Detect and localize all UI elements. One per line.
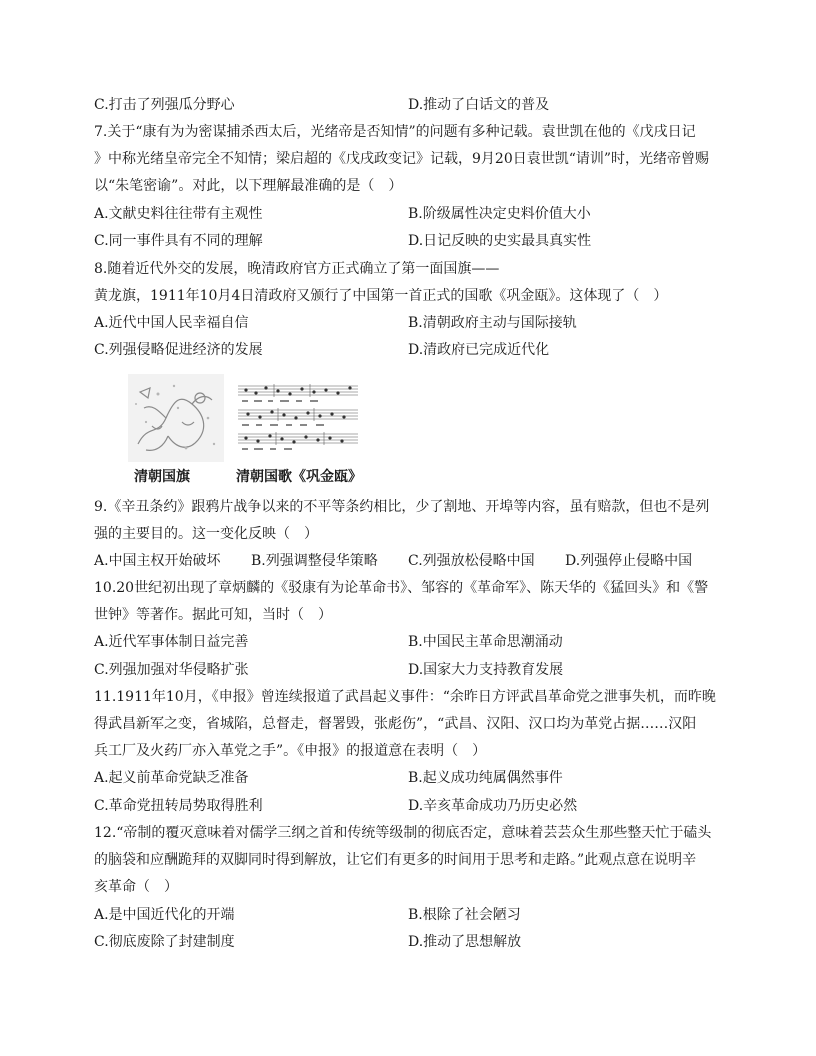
- q12-stem-line-3: 亥革命（ ）: [94, 879, 178, 895]
- q6-option-c: C.打击了列强瓜分野心: [94, 97, 235, 113]
- q9-option-b: B.列强调整侵华策略: [251, 553, 378, 569]
- q9-option-d: D.列强停止侵略中国: [565, 553, 693, 569]
- q9-stem-line-2: 强的主要目的。这一变化反映（ ）: [94, 526, 318, 542]
- q7-stem-line-2: 》中称光绪皇帝完全不知情；梁启超的《戊戌政变记》记载，9月20日袁世凯“请训”时，光绪帝曾赐: [94, 151, 710, 167]
- q9-option-a: A.中国主权开始破坏: [94, 553, 221, 569]
- q12-option-d: D.推动了思想解放: [408, 934, 522, 950]
- q12-option-a: A.是中国近代化的开端: [94, 907, 235, 923]
- q7-stem-line-3: 以“朱笔密谕”。对此，以下理解最准确的是（ ）: [94, 178, 403, 194]
- q8-stem-line-2: 黄龙旗，1911年10月4日清政府又颁行了中国第一首正式的国歌《巩金瓯》。这体现了（ ）: [94, 288, 668, 304]
- q9-stem-line-1: 9.《辛丑条约》跟鸦片战争以来的不平等条约相比，少了割地、开埠等内容，虽有赔款，但也不是列: [94, 499, 710, 515]
- q10-stem-line-1: 10.20世纪初出现了章炳麟的《驳康有为论革命书》、邹容的《革命军》、陈天华的《猛回头》和《警: [94, 580, 709, 596]
- q7-option-b: B.阶级属性决定史料价值大小: [408, 206, 591, 222]
- q10-option-c: C.列强加强对华侵略扩张: [94, 662, 249, 678]
- q8-option-d: D.清政府已完成近代化: [408, 342, 550, 358]
- q11-stem-line-2: 得武昌新军之变，省城陷，总督走，督署毁，张彪伤”，“武昌、汉阳、汉口均为革党占据……汉阳: [94, 716, 697, 732]
- q10-option-a: A.近代军事体制日益完善: [94, 634, 249, 650]
- q10-option-b: B.中国民主革命思潮涌动: [408, 634, 563, 650]
- q12-stem-line-1: 12.“帝制的覆灭意味着对儒学三纲之首和传统等级制的彻底否定，意味着芸芸众生那些整天忙于磕头: [94, 825, 712, 841]
- q8-stem-line-1: 8.随着近代外交的发展，晚清政府官方正式确立了第一面国旗——: [94, 261, 500, 277]
- q11-option-b: B.起义成功纯属偶然事件: [408, 770, 563, 786]
- q11-option-c: C.革命党扭转局势取得胜利: [94, 798, 263, 814]
- q6-option-d: D.推动了白话文的普及: [408, 97, 550, 113]
- q9-option-c: C.列强放松侵略中国: [408, 553, 535, 569]
- q7-option-a: A.文献史料往往带有主观性: [94, 206, 263, 222]
- q11-option-a: A.起义前革命党缺乏准备: [94, 770, 249, 786]
- q11-option-d: D.辛亥革命成功乃历史必然: [408, 798, 578, 814]
- dragon-flag-image: [128, 374, 224, 462]
- anthem-score-image: [234, 366, 362, 462]
- q12-option-c: C.彻底废除了封建制度: [94, 934, 235, 950]
- anthem-caption: 清朝国歌《巩金瓯》: [236, 469, 362, 485]
- q10-stem-line-2: 世钟》等著作。据此可知，当时（ ）: [94, 607, 332, 623]
- q12-option-b: B.根除了社会陋习: [408, 907, 521, 923]
- flag-caption: 清朝国旗: [134, 469, 190, 485]
- q8-figure: [128, 366, 378, 488]
- q7-option-c: C.同一事件具有不同的理解: [94, 233, 263, 249]
- q12-stem-line-2: 的脑袋和应酬跪拜的双脚同时得到解放，让它们有更多的时间用于思考和走路。”此观点意在说明辛: [94, 852, 697, 868]
- q11-stem-line-1: 11.1911年10月，《申报》曾连续报道了武昌起义事件：“余昨日方评武昌革命党之泄事失机，而昨晚: [94, 689, 716, 705]
- q7-stem-line-1: 7.关于“康有为为密谋捕杀西太后，光绪帝是否知情”的问题有多种记载。袁世凯在他的《戊戌日记: [94, 124, 696, 140]
- q7-option-d: D.日记反映的史实最具真实性: [408, 233, 592, 249]
- q8-option-b: B.清朝政府主动与国际接轨: [408, 315, 577, 331]
- q10-option-d: D.国家大力支持教育发展: [408, 662, 564, 678]
- q8-option-c: C.列强侵略促进经济的发展: [94, 342, 263, 358]
- q8-option-a: A.近代中国人民幸福自信: [94, 315, 249, 331]
- q11-stem-line-3: 兵工厂及火药厂亦入革党之手”。《申报》的报道意在表明（ ）: [94, 743, 487, 759]
